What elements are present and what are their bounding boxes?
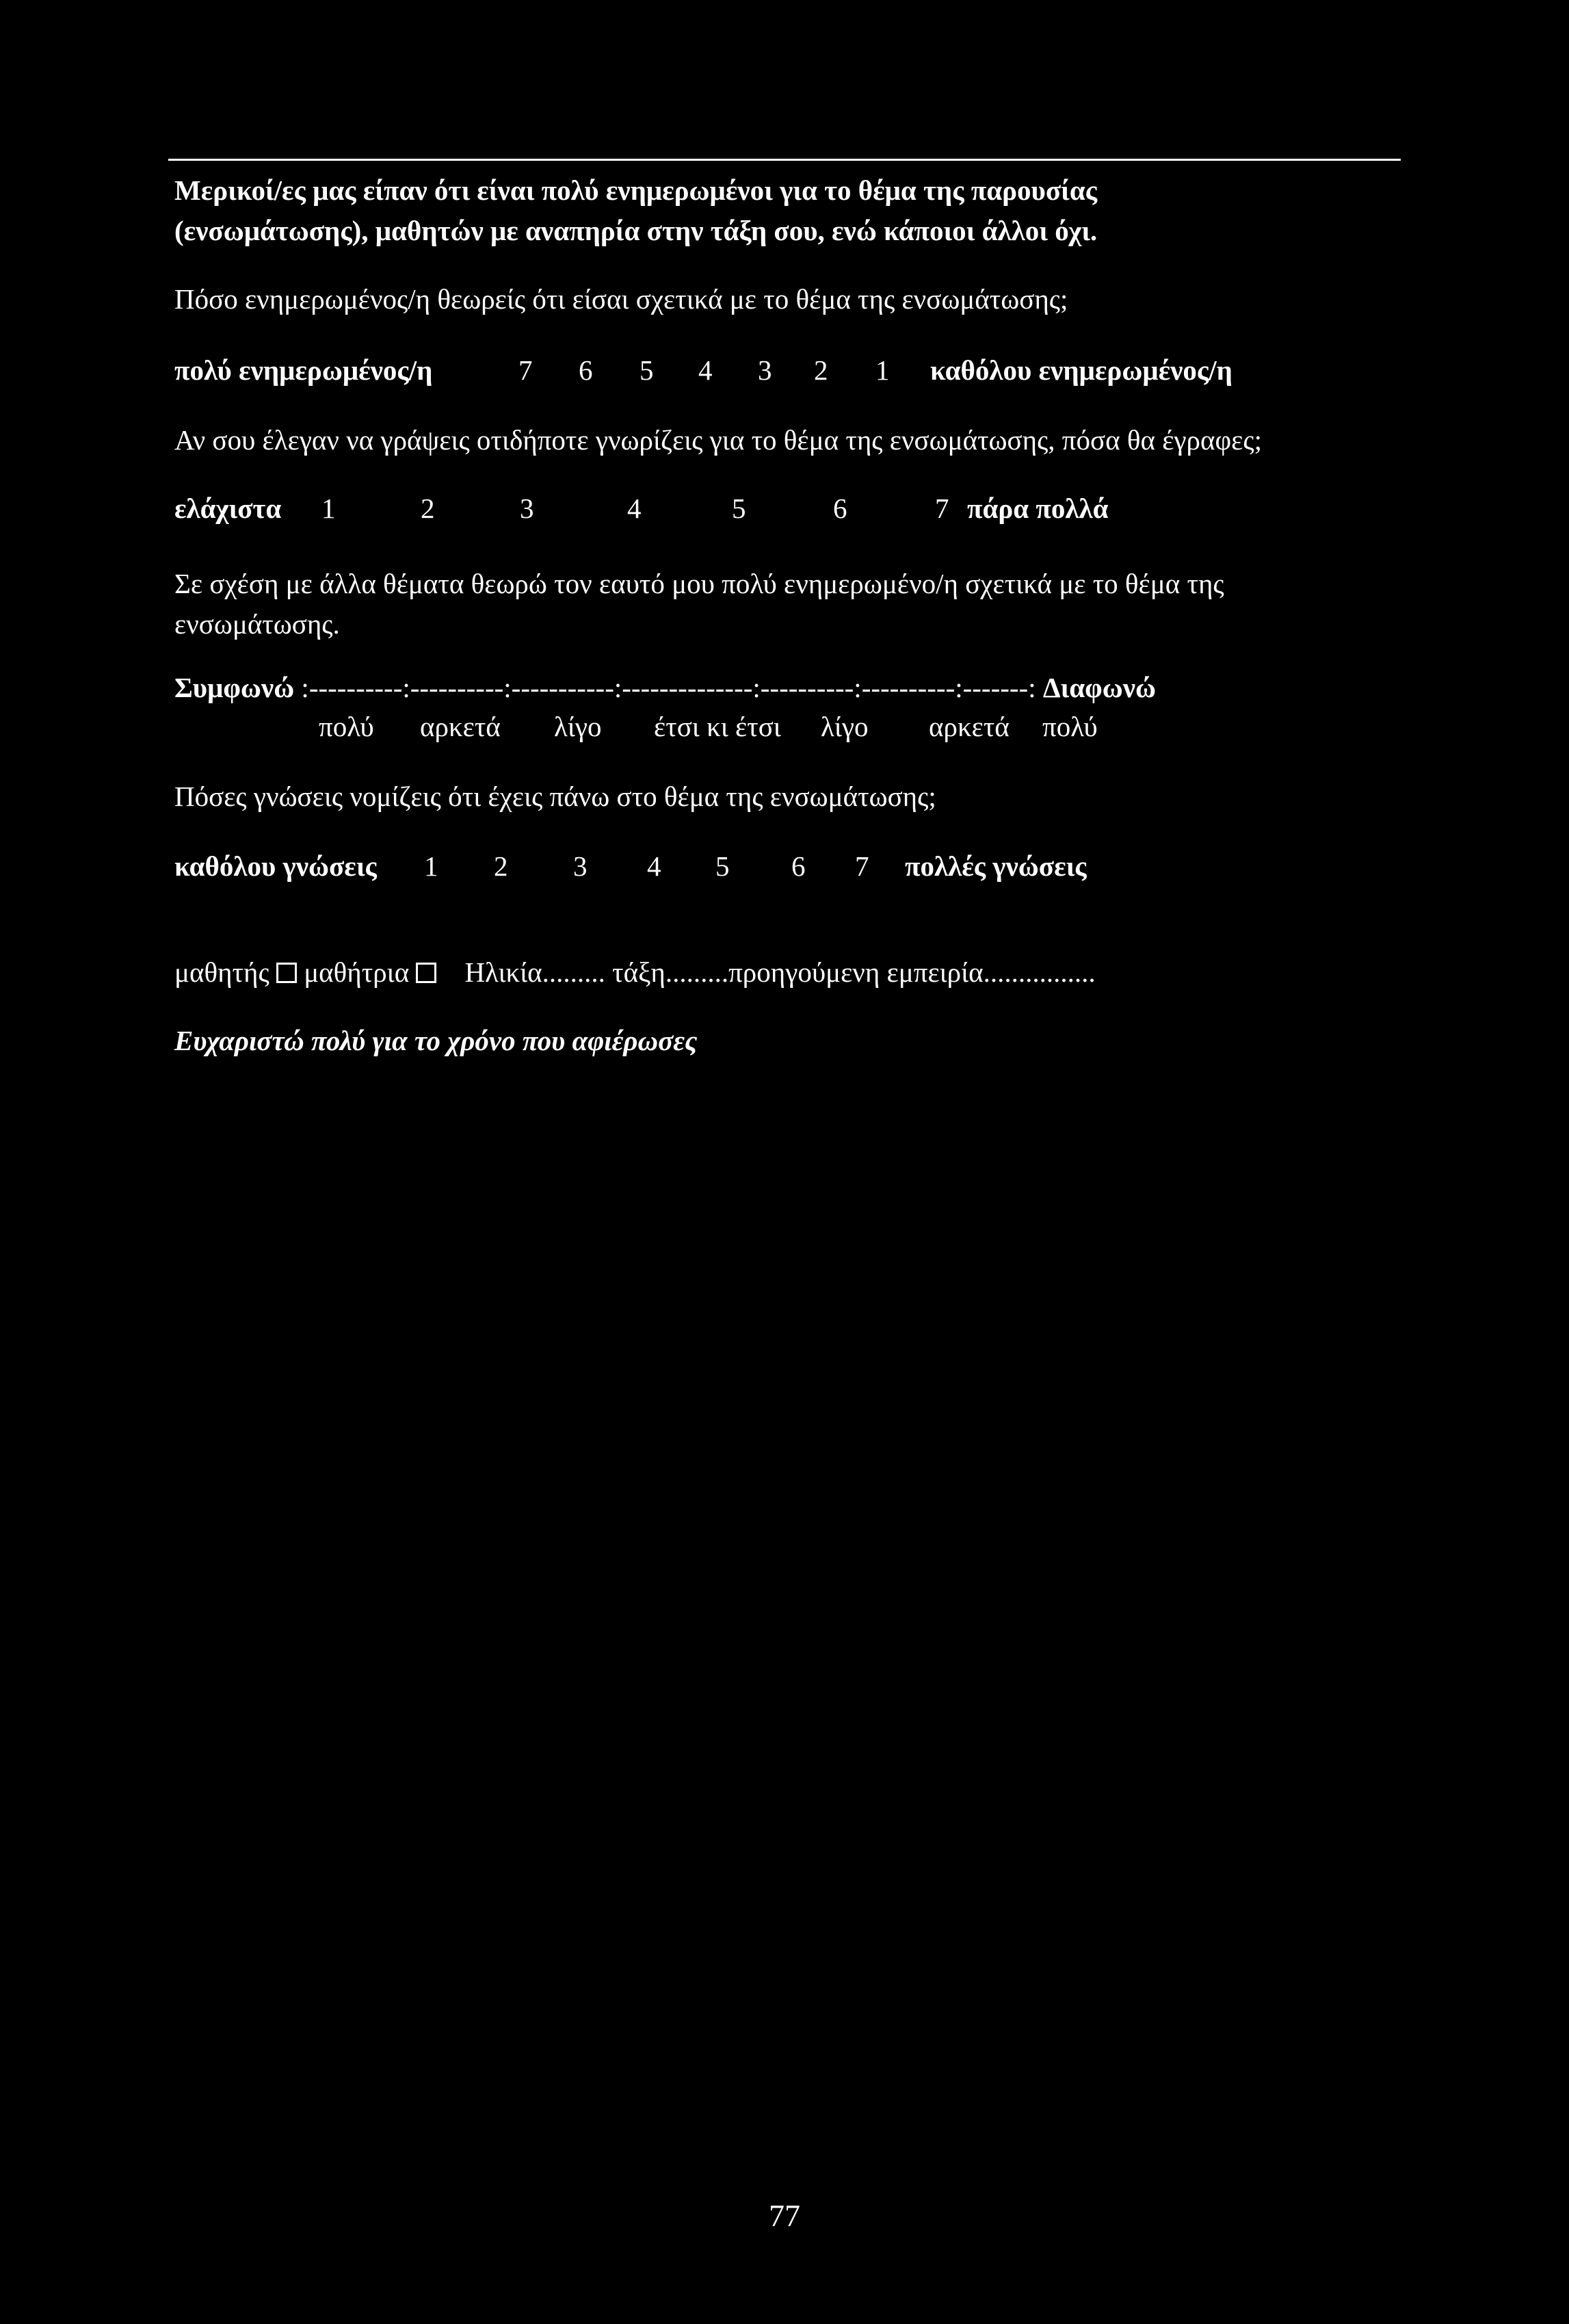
class-field[interactable]: τάξη......... <box>612 956 729 988</box>
q3-label-3[interactable]: λίγο <box>554 711 602 742</box>
q3-left-anchor: Συμφωνώ <box>174 672 295 703</box>
q4-left-anchor: καθόλου γνώσεις <box>174 850 377 882</box>
q2-option-7[interactable]: 7 <box>935 493 949 524</box>
q3-label-4[interactable]: έτσι κι έτσι <box>654 711 781 742</box>
top-rule <box>168 159 1401 161</box>
q3-label-6[interactable]: αρκετά <box>929 711 1010 742</box>
female-checkbox[interactable] <box>416 963 436 983</box>
q1-option-7[interactable]: 7 <box>518 354 533 386</box>
q2-option-6[interactable]: 6 <box>833 493 847 524</box>
q1-right-anchor: καθόλου ενημερωμένος/η <box>930 354 1232 386</box>
q1-option-3[interactable]: 3 <box>758 354 772 386</box>
q1-option-6[interactable]: 6 <box>579 354 593 386</box>
q1-option-5[interactable]: 5 <box>640 354 654 386</box>
q4-right-anchor: πολλές γνώσεις <box>905 850 1087 882</box>
q3-dashline: :----------:----------:-----------:--------------:----------:----------:-------: <box>301 672 1036 703</box>
q4-option-3[interactable]: 3 <box>573 850 588 882</box>
demographics-row <box>174 958 1096 987</box>
q3-label-5[interactable]: λίγο <box>821 711 869 742</box>
intro-line-1: Μερικοί/ες μας είπαν ότι είναι πολύ ενημερωμένοι για το θέμα της παρουσίας <box>174 174 1098 206</box>
q3-label-2[interactable]: αρκετά <box>420 711 501 742</box>
q1-option-1[interactable]: 1 <box>875 354 890 386</box>
question-1-text: Πόσο ενημερωμένος/η θεωρείς ότι είσαι σχετικά με το θέμα της ενσωμάτωσης; <box>174 283 1068 315</box>
q2-option-2[interactable]: 2 <box>421 493 435 524</box>
q4-option-7[interactable]: 7 <box>855 850 869 882</box>
q4-option-1[interactable]: 1 <box>424 850 438 882</box>
female-label: μαθήτρια <box>304 956 410 988</box>
page-number: 77 <box>769 2198 800 2233</box>
q4-option-4[interactable]: 4 <box>647 850 661 882</box>
age-field[interactable]: Ηλικία......... <box>464 956 605 988</box>
question-1-scale <box>174 356 432 384</box>
q4-option-2[interactable]: 2 <box>494 850 508 882</box>
question-3-text: Σε σχέση με άλλα θέματα θεωρώ τον εαυτό μου πολύ ενημερωμένο/η σχετικά με το θέμα της ενσωμάτωσης. <box>174 568 1224 640</box>
q4-option-5[interactable]: 5 <box>715 850 730 882</box>
q2-right-anchor: πάρα πολλά <box>967 493 1109 524</box>
q2-option-5[interactable]: 5 <box>732 493 746 524</box>
q1-option-4[interactable]: 4 <box>698 354 713 386</box>
q3-scale-row <box>174 674 1156 702</box>
question-2-text: Αν σου έλεγαν να γράψεις οτιδήποτε γνωρίζεις για το θέμα της ενσωμάτωσης, πόσα θα έγραφες; <box>174 424 1262 456</box>
q1-option-2[interactable]: 2 <box>814 354 828 386</box>
q1-left-anchor: πολύ ενημερωμένος/η <box>174 354 433 386</box>
q2-option-4[interactable]: 4 <box>627 493 642 524</box>
q3-label-1[interactable]: πολύ <box>319 711 374 742</box>
question-4-text: Πόσες γνώσεις νομίζεις ότι έχεις πάνω στο θέμα της ενσωμάτωσης; <box>174 781 936 812</box>
q3-label-7[interactable]: πολύ <box>1042 711 1098 742</box>
male-label: μαθητής <box>174 956 269 988</box>
q4-option-6[interactable]: 6 <box>791 850 806 882</box>
experience-field[interactable]: προηγούμενη εμπειρία................ <box>728 956 1096 988</box>
q2-option-3[interactable]: 3 <box>520 493 534 524</box>
intro-line-2: (ενσωμάτωσης), μαθητών με αναπηρία στην τάξη σου, ενώ κάποιοι άλλοι όχι. <box>174 215 1098 246</box>
q3-right-anchor: Διαφωνώ <box>1042 672 1156 703</box>
q2-option-1[interactable]: 1 <box>321 493 336 524</box>
q2-left-anchor: ελάχιστα <box>174 493 282 524</box>
male-checkbox[interactable] <box>276 963 297 983</box>
thank-you-note: Ευχαριστώ πολύ για το χρόνο που αφιέρωσες <box>174 1025 698 1056</box>
